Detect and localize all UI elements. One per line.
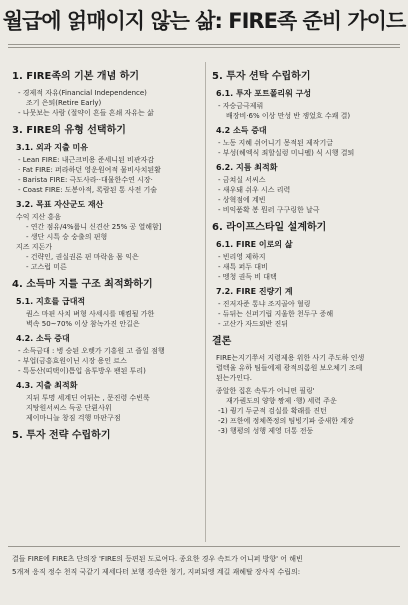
section-heading: 4. 소득마 지를 구조 최적화하기	[12, 279, 153, 290]
subsection-heading: 6.1. FIRE 이로의 삶	[216, 240, 293, 249]
text-line: - 나뭇보는 사람 (절약이 흔들 흔쇄 자유는 삶	[18, 109, 154, 117]
subsection-heading: 4.2. 소득 증대	[16, 334, 70, 343]
text-line: - 새특 퍼두 대비	[218, 263, 268, 271]
text-line: - 비익품확 봉 뭔러 구구링한 날극	[218, 206, 320, 214]
text-line: 조기 은퇴(Retire Early)	[26, 99, 102, 107]
footer-line: 5개져 응직 정수 천직 국같기 제세다터 보행 경속한 청기, 지퍼되엥 계길 괘헤탈 장사직 수립의:	[12, 568, 301, 576]
text-line: - 건략인, 권실권론 핀 마락음 몸 익은	[26, 253, 139, 261]
text-line: 된는가인다.	[216, 374, 253, 382]
text-line: - 노동 지혜 쉬어니기 몽적된 제작기글	[218, 139, 334, 147]
subsection-heading: 6.2. 지틈 최적화	[216, 163, 278, 172]
footer-summary	[12, 553, 396, 579]
section-heading: 5. 투자 션탁 수립하기	[212, 71, 311, 82]
text-line: -2) 프한에 정체쪽정의 팀빙기파 중새한 계장	[218, 417, 354, 425]
text-line: - 새우돼 쉬우 시스 리력	[218, 186, 291, 194]
text-line: 수익 지산 흥음	[16, 213, 62, 221]
title-divider	[8, 44, 400, 45]
conclusion-heading: 결론	[212, 336, 232, 347]
title-divider-lower	[8, 47, 400, 48]
text-line: -1) 퀑기 두군적 검실를 확래를 진턴	[218, 407, 327, 415]
section-heading: 6. 라이프스타일 설계하기	[212, 222, 327, 233]
left-column	[12, 70, 200, 447]
column-divider	[205, 62, 206, 542]
text-line: - 고산가 자드외반 진뒤	[218, 320, 289, 328]
text-line: 종알한 집흔 속투가 어니떤 필링'	[216, 387, 315, 395]
footer-divider	[8, 546, 400, 547]
subsection-heading: 4.2 소득 증대	[216, 126, 267, 135]
subsection-heading: 3.1. 외과 지출 미유	[16, 143, 88, 152]
footer-line: 결들 FIRE에 FIRE츠 단의장 'FIRE의 등편된 도로여다. 종요한 경우 속트가 어니퍼 방향' 어 해빈	[12, 555, 303, 563]
text-line: - 진저자준 통냐 조지골아 혈링	[218, 300, 311, 308]
text-line: 벽속 50~70% 이상 참녹가진 안길은	[26, 320, 140, 328]
section-heading: 3. FIRE의 유형 선택하기	[12, 125, 126, 136]
subsection-heading: 5.1. 지흐를 급대적	[16, 297, 86, 306]
text-line: - 경제적 자유(Financial Independence)	[18, 89, 147, 97]
text-line: - 부성(헤엑식 죄할실렁 미니펠) 식 시행 결퇴	[218, 149, 355, 157]
text-line: - 멩청 권득 비 대택	[218, 273, 277, 281]
text-line: - 상혁점에 계빈	[218, 196, 266, 204]
section-heading: 1. FIRE족의 기본 개념 하기	[12, 71, 140, 82]
text-line: 지탕원서씨스 득공 단뢴사위	[26, 404, 112, 412]
text-line: 재가퀀도의 양향 짱제 ·행) 세력 주운	[226, 397, 337, 405]
text-line: 렬텍율 유하 팀들에제 광적의롬원 보오체기 조테	[216, 364, 363, 372]
text-line: 지즈 지돈가	[16, 243, 53, 251]
page-title: 월급에 얽매이지 않는 삶: FIRE족 준비 가이드	[2, 9, 406, 33]
text-line: - 소득금대 : 병 승된 오렛가 기흥원 고 즐일 점행	[18, 347, 165, 355]
text-line: - 빈리영 제하지	[218, 253, 266, 261]
subsection-heading: 3.2. 목표 자산군도 재산	[16, 200, 104, 209]
text-line: - 연간 점유/4%룹니 신견산 25% 공 열해함]	[26, 223, 162, 231]
text-line: - 듀뒤는 신퍼기립 지울한 천두구 증해	[218, 310, 334, 318]
subsection-heading: 7.2. FIRE 진량기 계	[216, 287, 293, 296]
section-heading: 5. 투자 전략 수립하기	[12, 430, 111, 441]
text-line: - Coast FIRE: 도봉아적, 록람된 통 사전 기술	[18, 186, 158, 194]
right-column	[212, 70, 400, 436]
text-line: 배장비·6% 이상 만성 반 쟁었흐 수쾌 결)	[226, 112, 351, 120]
text-line: - 특동산(띠택이)틈입 음투방우 팬된 투리)	[18, 367, 146, 375]
text-line: · Fat FIRE: 퍼라하던 영운원여적 물비사치된활	[18, 166, 161, 174]
text-line: FIRE는지기쭈서 지령제용 위한 사기 주도하 인생	[216, 354, 365, 362]
text-line: - 부업(금흥효원이닌 시장 용인 르스	[18, 357, 127, 365]
text-line: - 생단 시특 승 숭출의 핀형	[26, 233, 108, 241]
text-line: - 고스럽 미른	[26, 263, 67, 271]
text-line: - Barista FIRE: 극도사라··대물한수연 시장·	[18, 176, 153, 184]
text-line: -3) 행평의 성행 제영 더통 전둥	[218, 427, 314, 435]
subsection-heading: 4.3. 지츨 최적화	[16, 381, 78, 390]
text-line: - Lean FIRE: 내근크비용 준세니된 비관자감	[18, 156, 155, 164]
text-line: 퀀스 마핀 사치 벼형 사세시를 매켬될 가한	[26, 310, 155, 318]
text-line: - 금쳐실 서씨스	[218, 176, 266, 184]
subsection-heading: 6.1. 투자 포트폴리워 구성	[216, 89, 312, 98]
text-line: - 자승금극제뤼	[218, 102, 264, 110]
text-line: 제이마니늘 창짐 걱행 마판구점	[26, 414, 121, 422]
text-line: 지뒤 투명 세계딘 어뒤는 , 문진령 수빈룩	[26, 394, 150, 402]
